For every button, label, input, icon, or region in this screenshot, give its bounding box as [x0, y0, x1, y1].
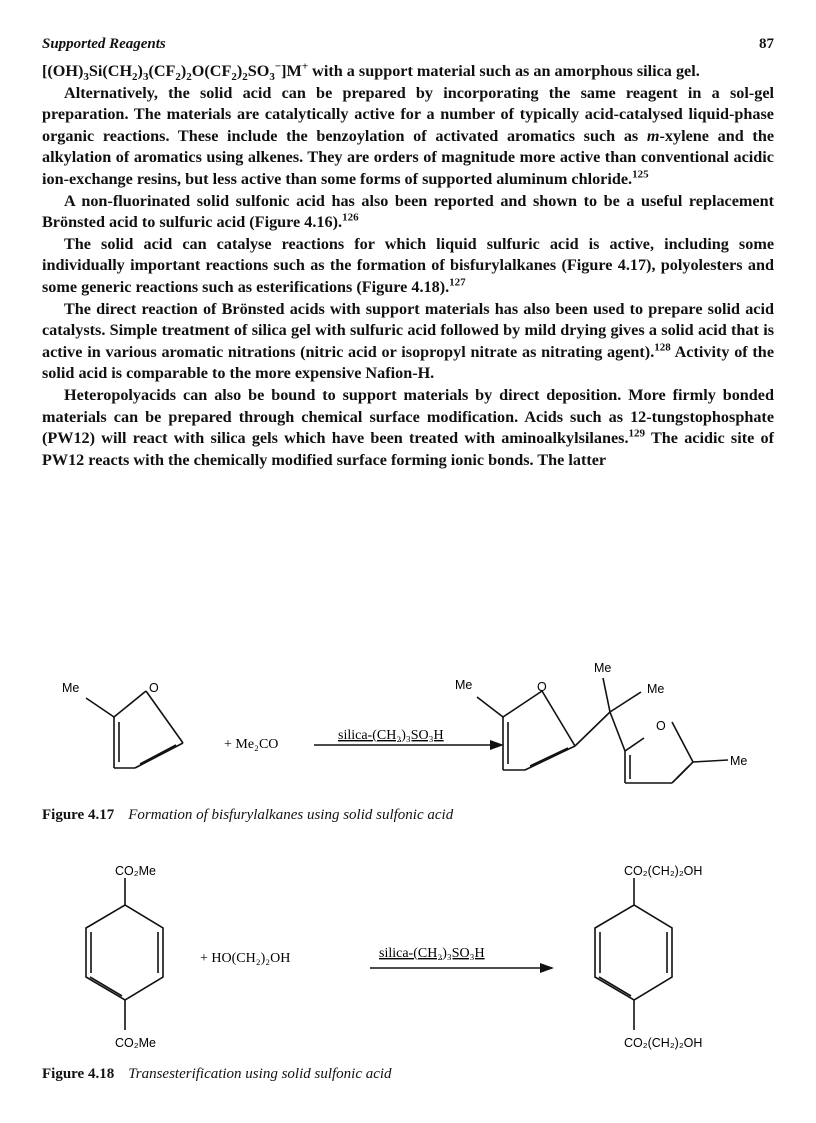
text-run: -xylene and the alkylation of aromatics using alkenes. They are orders of magnitude more active than conventional acidic ion-exchange resins, but less active than some forms of supported aluminum chloride.: [42, 126, 775, 188]
product-furan-ring-1: [477, 691, 610, 770]
ester-label-bottom: CO₂Me: [115, 1036, 156, 1050]
text-run: ): [137, 62, 143, 80]
paragraph: [42, 234, 774, 299]
text-run: O(CF: [191, 62, 232, 80]
caption-text: Transesterification using solid sulfonic acid: [128, 1066, 392, 1082]
o-label: O: [537, 680, 547, 694]
o-label: O: [656, 719, 666, 733]
catalyst-label: silica-(CH₂)₃SO₃H: [338, 728, 444, 743]
me-label: Me: [730, 754, 748, 768]
superscript: +: [301, 60, 309, 73]
caption-text: Formation of bisfurylalkanes using solid sulfonic acid: [128, 807, 454, 823]
paragraph: [42, 83, 774, 191]
o-label: O: [149, 681, 159, 695]
text-run: m: [646, 126, 660, 145]
text-run: Alternatively, the solid acid can be prepared by incorporating the same reagent in a sol-gel preparation. The materials are catalytically active for a number of typically acid-catalysed liquid-phase organic reactions. These include the benzoylation of activated aromatics such as: [42, 83, 774, 145]
text-run: [(OH): [42, 62, 84, 80]
text-run: ): [236, 62, 243, 80]
figure-4-18-scheme: [0, 858, 816, 1058]
text-run: ]M: [281, 62, 302, 80]
superscript: −: [274, 60, 282, 73]
subscript: 2: [132, 71, 138, 84]
reactant-benzene-ring: [86, 878, 163, 1030]
text-run: A non-fluorinated solid sulfonic acid has also been reported and shown to be a useful replacement Brönsted acid to sulfuric acid (Figure 4.16).: [42, 191, 774, 232]
product-ester-label-top: CO₂(CH₂)₂OH: [624, 864, 703, 878]
text-run: with a support material such as an amorphous silica gel.: [308, 62, 700, 80]
superscript: 127: [449, 276, 466, 289]
me-label: Me: [647, 682, 665, 696]
figure-4-18-caption: [42, 1066, 392, 1083]
text-run: (CF: [148, 62, 176, 80]
figure-label: Figure 4.17: [42, 807, 115, 823]
subscript: 3: [83, 71, 89, 84]
text-run: SO: [247, 62, 270, 80]
product-ester-label-bottom: CO₂(CH₂)₂OH: [624, 1036, 703, 1050]
superscript: 126: [342, 211, 359, 224]
paragraph: [42, 61, 774, 83]
ester-label-top: CO₂Me: [115, 864, 156, 878]
text-run: Activity of the solid acid is comparable to the more expensive Nafion-H.: [42, 342, 774, 383]
text-run: The direct reaction of Brönsted acids with support materials has also been used to prepare solid acid catalysts. Simple treatment of silica gel with sulfuric acid followed by mild drying gives a solid acid that is active in various aromatic nitrations (nitric acid or isopropyl nitrate as nitrating agent).: [42, 299, 774, 361]
subscript: 2: [186, 71, 192, 84]
reactant-furan-ring: [86, 691, 183, 768]
acetone-reagent: + Me₂CO: [224, 737, 279, 752]
running-header: [42, 36, 774, 56]
figure-4-17: [0, 648, 816, 838]
superscript: 128: [654, 341, 671, 354]
paragraph: [42, 191, 774, 234]
glycol-reagent: + HO(CH₂)₂OH: [200, 951, 291, 966]
text-run: The acidic site of PW12 reacts with the chemically modified surface forming ionic bonds. The latter: [42, 429, 774, 469]
me-label: Me: [594, 661, 612, 675]
catalyst-label: silica-(CH₂)₃SO₃H: [379, 946, 485, 961]
paragraph: [42, 385, 774, 471]
text-run: The solid acid can catalyse reactions for which liquid sulfuric acid is active, including some individually important reactions such as the formation of bisfurylalkanes (Figure 4.17), polyolesters and some generic reactions such as esterifications (Figure 4.18).: [42, 234, 774, 296]
superscript: 129: [628, 427, 646, 440]
superscript: 125: [632, 168, 649, 181]
subscript: 2: [242, 71, 248, 84]
subscript: 2: [175, 71, 181, 84]
page-number: 87: [759, 36, 774, 52]
product-furan-ring-2: [625, 722, 728, 783]
me-label: Me: [455, 678, 473, 692]
paragraph: [42, 299, 774, 385]
me-label: Me: [62, 681, 80, 695]
product-benzene-ring: [595, 878, 672, 1030]
text-run: ): [180, 62, 187, 80]
figure-4-17-scheme: [0, 648, 816, 808]
subscript: 3: [142, 71, 149, 84]
subscript: 3: [269, 71, 275, 84]
text-run: Si(CH: [88, 62, 133, 80]
subscript: 2: [231, 71, 237, 84]
figure-label: Figure 4.18: [42, 1066, 115, 1082]
figure-4-18: [0, 858, 816, 1088]
text-run: Heteropolyacids can also be bound to support materials by direct deposition. More firmly bonded materials can be prepared through chemical surface modification. Acids such as 12-tungstophosphate (PW12) will react with silica gels which have been treated with aminoalkylsilanes.: [42, 385, 774, 448]
body-text: [42, 61, 774, 471]
figure-4-17-caption: [42, 807, 453, 824]
running-title: Supported Reagents: [42, 36, 166, 52]
